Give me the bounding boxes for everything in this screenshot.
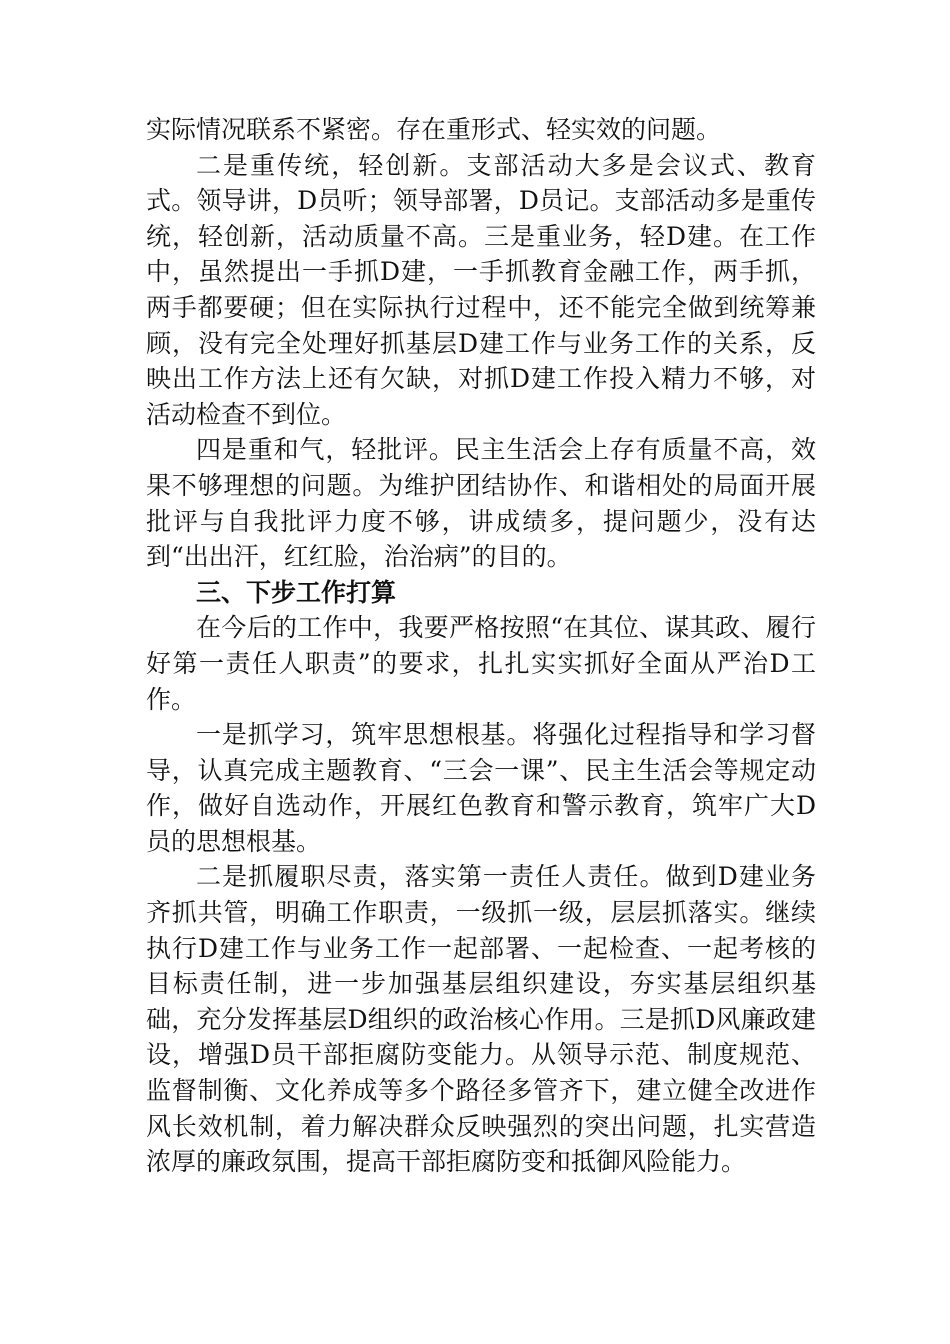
paragraph-future-work: 在今后的工作中，我要严格按照“在其位、谋其政、履行好第一责任人职责”的要求，扎扎实实抓好全面从严治D工作。	[146, 613, 816, 714]
paragraph-tradition-innovation: 二是重传统，轻创新。支部活动大多是会议式、教育式。领导讲，D员听；领导部署，D员记。支部活动多是重传统，轻创新，活动质量不高。三是重业务，轻D建。在工作中，虽然提出一手抓D建，一手抓教育金融工作，两手抓，两手都要硬；但在实际执行过程中，还不能完全做到统筹兼顾，没有完全处理好抓基层D建工作与业务工作的关系，反映出工作方法上还有欠缺，对抓D建工作投入精力不够，对活动检查不到位。	[146, 150, 816, 429]
paragraph-harmony-criticism: 四是重和气，轻批评。民主生活会上存有质量不高，效果不够理想的问题。为维护团结协作、和谐相处的局面开展批评与自我批评力度不够，讲成绩多，提问题少，没有达到“出出汗，红红脸，治治病”的目的。	[146, 435, 816, 572]
paragraph-study: 一是抓学习，筑牢思想根基。将强化过程指导和学习督导，认真完成主题教育、“三会一课”、民主生活会等规定动作，做好自选动作，开展红色教育和警示教育，筑牢广大D员的思想根基。	[146, 720, 816, 856]
paragraph-responsibility: 二是抓履职尽责，落实第一责任人责任。做到D建业务齐抓共管，明确工作职责，一级抓一级，层层抓落实。继续执行D建工作与业务工作一起部署、一起检查、一起考核的目标责任制，进一步加强基层组织建设，夯实基层组织基础，充分发挥基层D组织的政治核心作用。三是抓D风廉政建设，增强D员干部拒腐防变能力。从领导示范、制度规范、监督制衡、文化养成等多个路径多管齐下，建立健全改进作风长效机制，着力解决群众反映强烈的突出问题，扎实营造浓厚的廉政氛围，提高干部拒腐防变和抵御风险能力。	[146, 862, 816, 1177]
document-page	[146, 112, 816, 1180]
paragraph-continuation: 实际情况联系不紧密。存在重形式、轻实效的问题。	[146, 115, 722, 144]
section-heading: 三、下步工作打算	[196, 577, 397, 607]
